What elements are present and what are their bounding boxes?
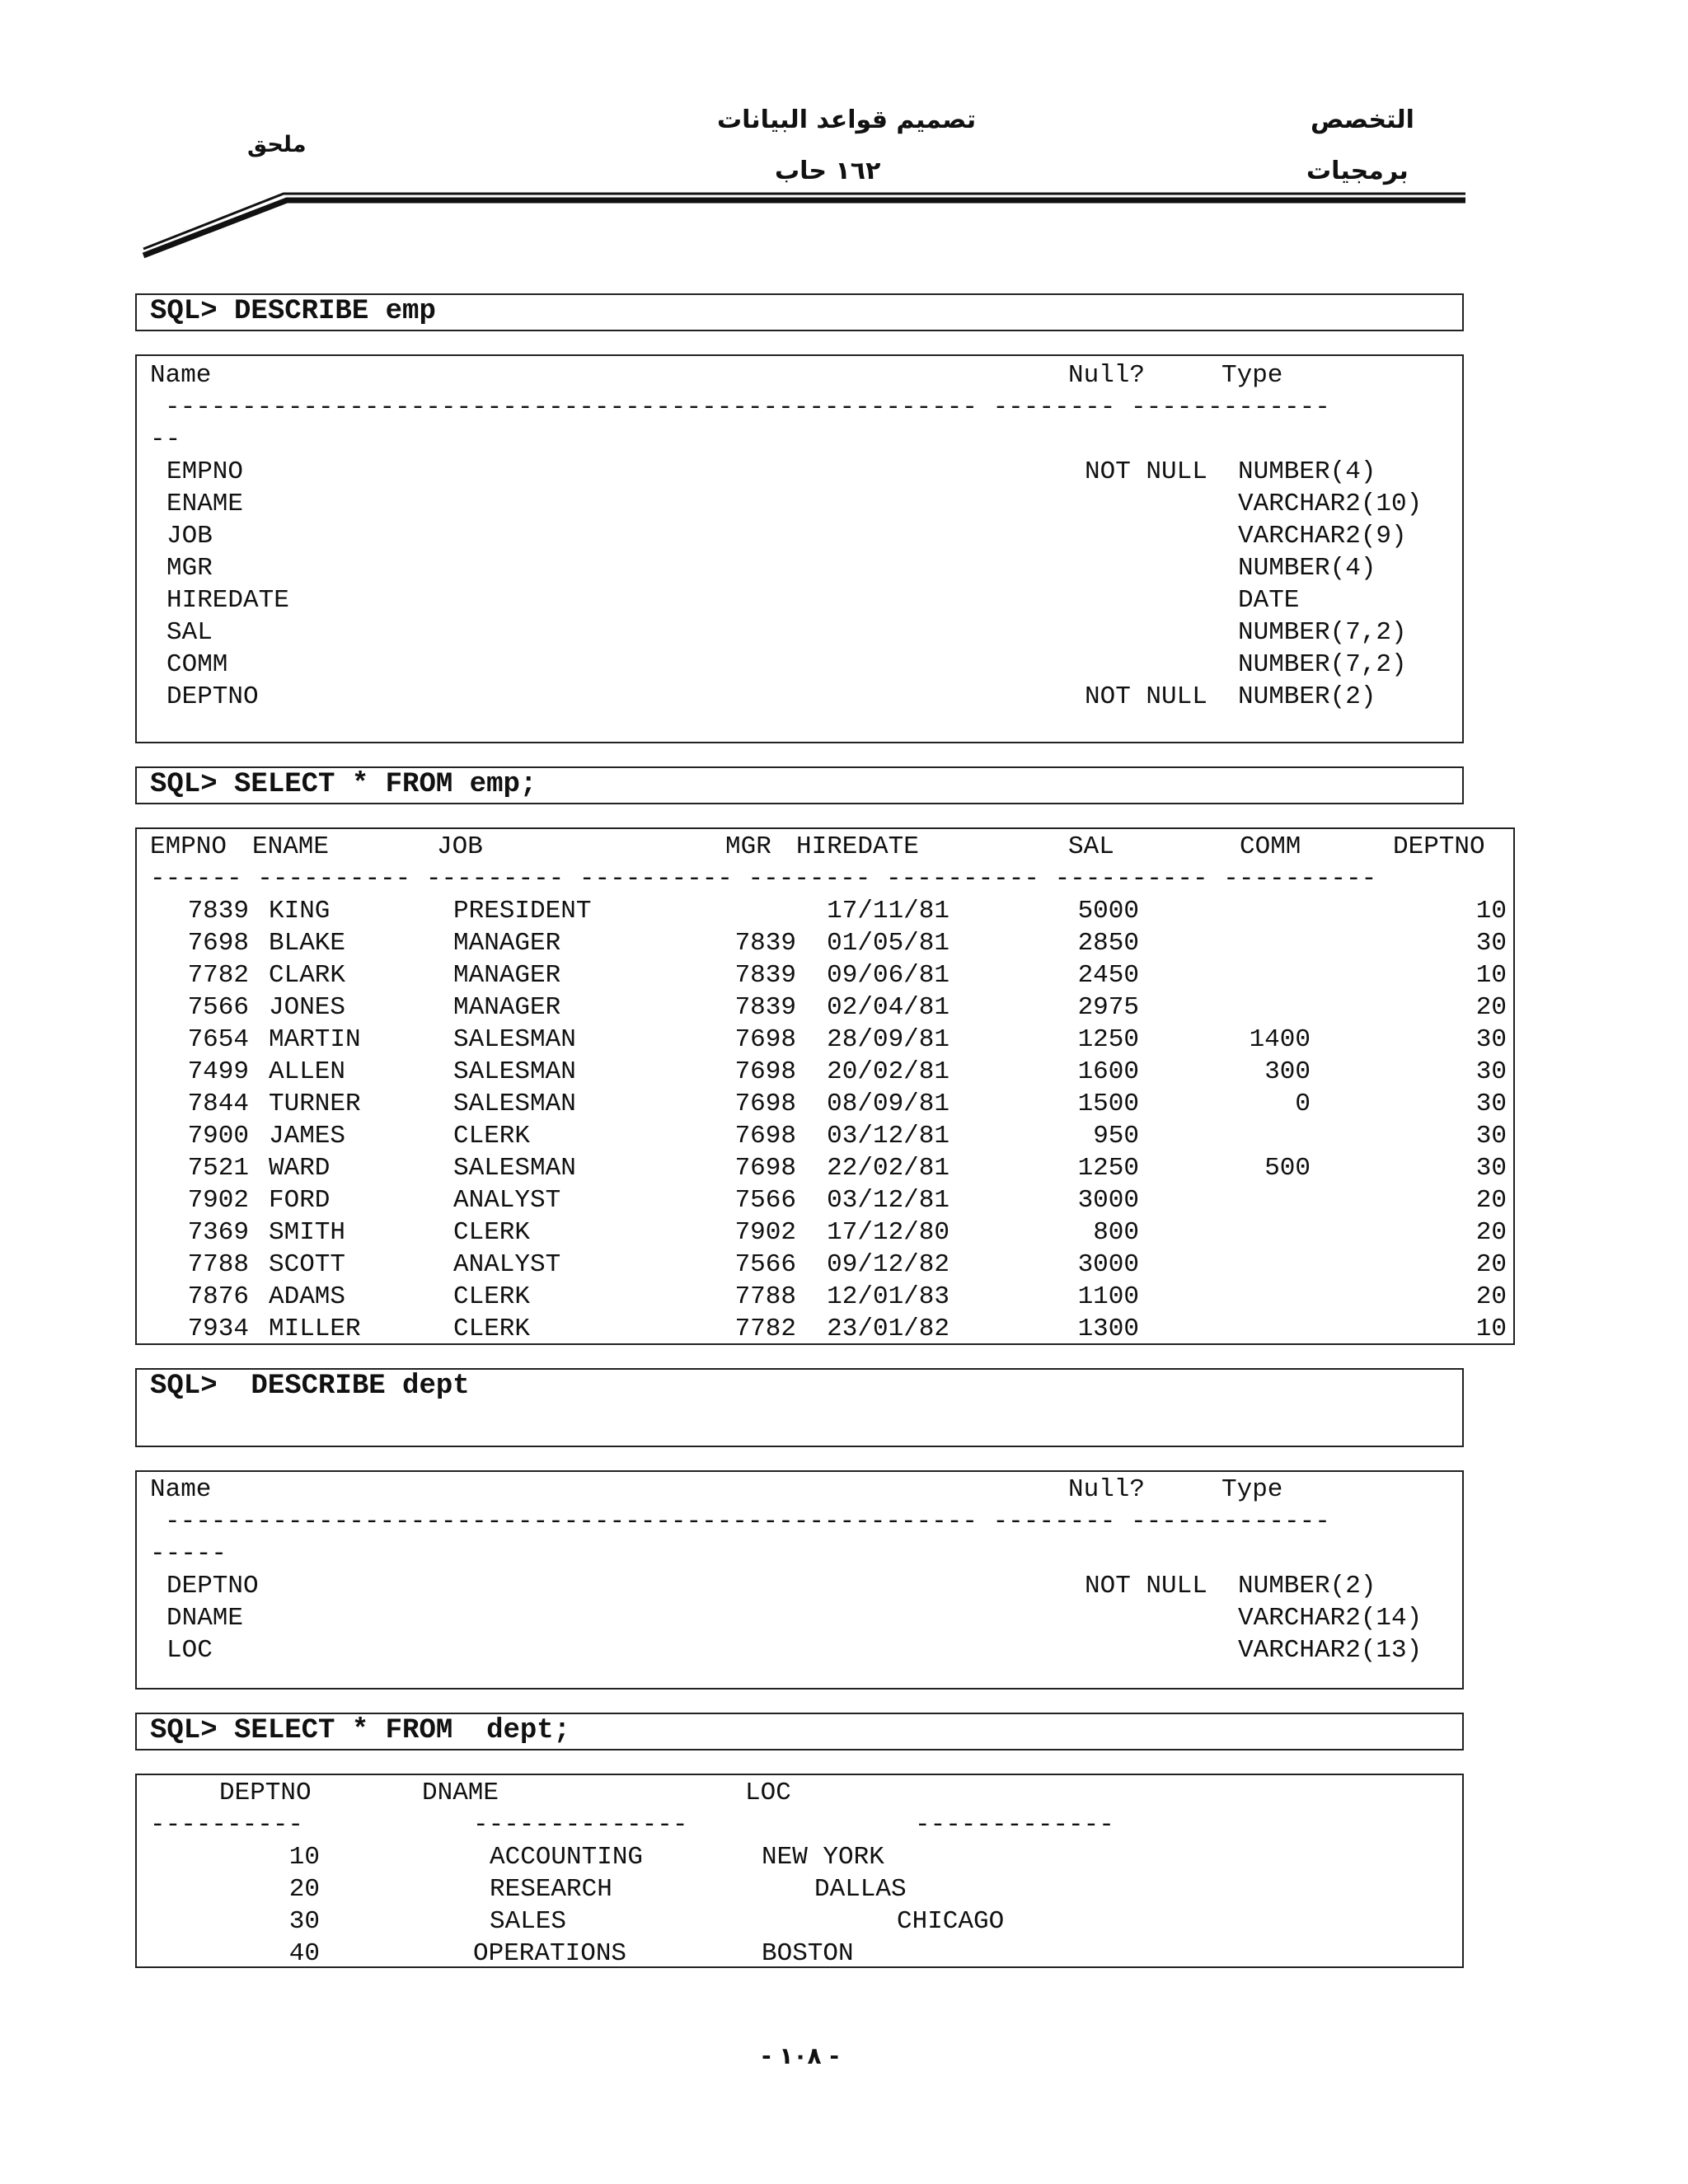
cell-job: MANAGER	[453, 993, 561, 1022]
cell-sal: 1250	[1077, 1025, 1139, 1054]
col-header-null: Null?	[1068, 1475, 1146, 1504]
col-header-mgr: MGR	[725, 832, 771, 861]
column-name: MGR	[166, 554, 213, 583]
col-header-hiredate: HIREDATE	[796, 832, 919, 861]
cell-ename: KING	[269, 897, 331, 926]
cell-mgr: 7698	[734, 1025, 796, 1054]
column-type: NUMBER(7,2)	[1238, 650, 1407, 679]
cell-sal: 1600	[1077, 1057, 1139, 1086]
cell-job: CLERK	[453, 1122, 531, 1151]
cell-ename: WARD	[269, 1154, 331, 1183]
cell-deptno: 20	[1475, 1282, 1507, 1311]
cell-sal: 2975	[1077, 993, 1139, 1022]
cell-deptno: 20	[1475, 1186, 1507, 1215]
col-header-dname: DNAME	[422, 1779, 499, 1807]
cell-deptno: 20	[1475, 1218, 1507, 1247]
separator-line: ----------------------------------------------------- -------- -------------	[165, 1507, 1330, 1536]
select-dept-command: SQL> SELECT * FROM dept;	[135, 1713, 1464, 1750]
select-emp-command: SQL> SELECT * FROM emp;	[135, 766, 1464, 804]
specialty-label: التخصص	[1311, 105, 1414, 134]
cell-hiredate: 02/04/81	[827, 993, 950, 1022]
cell-sal: 1100	[1077, 1282, 1139, 1311]
cell-deptno: 10	[1475, 1315, 1507, 1343]
cell-empno: 7900	[187, 1122, 249, 1151]
cell-job: SALESMAN	[453, 1025, 576, 1054]
column-name: EMPNO	[166, 457, 244, 486]
section-label: ملحق	[247, 132, 307, 157]
cell-empno: 7521	[187, 1154, 249, 1183]
cell-dname: RESEARCH	[490, 1875, 612, 1904]
column-type: DATE	[1238, 586, 1300, 615]
cell-sal: 2450	[1077, 961, 1139, 990]
column-name: JOB	[166, 522, 213, 551]
column-name: ENAME	[166, 490, 244, 518]
cell-mgr: 7902	[734, 1218, 796, 1247]
separator-line: ------ ---------- --------- ---------- -------- ---------- ---------- ----------	[150, 865, 1377, 893]
cell-sal: 5000	[1077, 897, 1139, 926]
cell-deptno: 30	[1475, 1025, 1507, 1054]
cell-loc: CHICAGO	[897, 1907, 1005, 1936]
cell-hiredate: 22/02/81	[827, 1154, 950, 1183]
cell-ename: ALLEN	[269, 1057, 346, 1086]
cell-deptno: 30	[1475, 1154, 1507, 1183]
cell-job: MANAGER	[453, 929, 561, 958]
cell-mgr: 7698	[734, 1154, 796, 1183]
col-header-name: Name	[150, 1475, 212, 1504]
separator-line: ----------------------------------------------------- -------- -------------	[165, 393, 1330, 422]
cell-hiredate: 12/01/83	[827, 1282, 950, 1311]
col-header-loc: LOC	[745, 1779, 791, 1807]
separator-deptno: ----------	[150, 1811, 304, 1840]
cell-empno: 7782	[187, 961, 249, 990]
course-title: تصميم قواعد البيانات	[717, 105, 977, 134]
page-number: - ١٠٨ -	[762, 2042, 840, 2069]
cell-deptno: 10	[1475, 961, 1507, 990]
cell-ename: JONES	[269, 993, 346, 1022]
cell-sal: 1500	[1077, 1090, 1139, 1118]
cell-hiredate: 20/02/81	[827, 1057, 950, 1086]
cell-sal: 950	[1093, 1122, 1139, 1151]
cell-loc: BOSTON	[762, 1939, 854, 1968]
cell-job: CLERK	[453, 1218, 531, 1247]
cell-mgr: 7839	[734, 929, 796, 958]
column-name: DNAME	[166, 1604, 244, 1633]
col-header-ename: ENAME	[252, 832, 330, 861]
cell-comm: 0	[1295, 1090, 1311, 1118]
describe-emp-command: SQL> DESCRIBE emp	[135, 293, 1464, 331]
cell-empno: 7698	[187, 929, 249, 958]
cell-ename: MARTIN	[269, 1025, 361, 1054]
cell-deptno: 20	[288, 1875, 320, 1904]
cell-job: ANALYST	[453, 1250, 561, 1279]
cell-mgr: 7839	[734, 993, 796, 1022]
cell-deptno: 20	[1475, 1250, 1507, 1279]
cell-empno: 7839	[187, 897, 249, 926]
cell-deptno: 30	[1475, 1122, 1507, 1151]
cell-dname: SALES	[490, 1907, 567, 1936]
cell-ename: JAMES	[269, 1122, 346, 1151]
header-rule	[0, 0, 1688, 272]
col-header-comm: COMM	[1240, 832, 1301, 861]
cell-sal: 2850	[1077, 929, 1139, 958]
cell-ename: SMITH	[269, 1218, 346, 1247]
cell-empno: 7876	[187, 1282, 249, 1311]
cell-deptno: 30	[1475, 929, 1507, 958]
cell-hiredate: 09/12/82	[827, 1250, 950, 1279]
cell-hiredate: 17/11/81	[827, 897, 950, 926]
dept-table-output	[135, 1774, 1464, 1968]
cell-deptno: 10	[288, 1843, 320, 1872]
cell-empno: 7844	[187, 1090, 249, 1118]
cell-sal: 1250	[1077, 1154, 1139, 1183]
cell-hiredate: 28/09/81	[827, 1025, 950, 1054]
separator-wrap: -----	[150, 1540, 227, 1568]
cell-job: SALESMAN	[453, 1090, 576, 1118]
cell-deptno: 10	[1475, 897, 1507, 926]
col-header-deptno: DEPTNO	[219, 1779, 312, 1807]
cell-empno: 7902	[187, 1186, 249, 1215]
col-header-job: JOB	[437, 832, 483, 861]
cell-dname: OPERATIONS	[473, 1939, 627, 1968]
column-type: VARCHAR2(13)	[1238, 1636, 1423, 1665]
col-header-name: Name	[150, 361, 212, 390]
cell-mgr: 7788	[734, 1282, 796, 1311]
cell-hiredate: 03/12/81	[827, 1122, 950, 1151]
cell-empno: 7788	[187, 1250, 249, 1279]
column-type: VARCHAR2(9)	[1238, 522, 1407, 551]
cell-deptno: 30	[1475, 1057, 1507, 1086]
cell-ename: FORD	[269, 1186, 331, 1215]
cell-hiredate: 09/06/81	[827, 961, 950, 990]
column-null: NOT NULL	[1085, 457, 1207, 486]
cell-job: MANAGER	[453, 961, 561, 990]
cell-mgr: 7698	[734, 1090, 796, 1118]
cell-hiredate: 08/09/81	[827, 1090, 950, 1118]
cell-ename: CLARK	[269, 961, 346, 990]
cell-empno: 7934	[187, 1315, 249, 1343]
cell-deptno: 20	[1475, 993, 1507, 1022]
col-header-deptno: DEPTNO	[1393, 832, 1485, 861]
cell-sal: 800	[1093, 1218, 1139, 1247]
cell-job: ANALYST	[453, 1186, 561, 1215]
separator-dname: --------------	[473, 1811, 688, 1840]
cell-empno: 7369	[187, 1218, 249, 1247]
cell-hiredate: 01/05/81	[827, 929, 950, 958]
column-type: NUMBER(2)	[1238, 1572, 1376, 1601]
column-name: DEPTNO	[166, 682, 259, 711]
column-name: SAL	[166, 618, 213, 647]
describe-dept-output	[135, 1470, 1464, 1690]
col-header-empno: EMPNO	[150, 832, 227, 861]
cell-deptno: 30	[288, 1907, 320, 1936]
cell-loc: NEW YORK	[762, 1843, 884, 1872]
cell-job: CLERK	[453, 1315, 531, 1343]
cell-hiredate: 03/12/81	[827, 1186, 950, 1215]
emp-table-output	[135, 827, 1515, 1345]
cell-ename: BLAKE	[269, 929, 346, 958]
cell-sal: 3000	[1077, 1186, 1139, 1215]
cell-ename: ADAMS	[269, 1282, 346, 1311]
cell-hiredate: 23/01/82	[827, 1315, 950, 1343]
cell-deptno: 30	[1475, 1090, 1507, 1118]
column-type: NUMBER(7,2)	[1238, 618, 1407, 647]
cell-dname: ACCOUNTING	[490, 1843, 644, 1872]
col-header-type: Type	[1221, 1475, 1283, 1504]
separator-wrap: --	[150, 425, 181, 454]
column-type: NUMBER(2)	[1238, 682, 1376, 711]
cell-sal: 3000	[1077, 1250, 1139, 1279]
cell-mgr: 7698	[734, 1122, 796, 1151]
cell-job: CLERK	[453, 1282, 531, 1311]
cell-ename: SCOTT	[269, 1250, 346, 1279]
col-header-type: Type	[1221, 361, 1283, 390]
column-type: NUMBER(4)	[1238, 457, 1376, 486]
separator-loc: -------------	[915, 1811, 1114, 1840]
cell-comm: 1400	[1249, 1025, 1311, 1054]
column-null: NOT NULL	[1085, 682, 1207, 711]
cell-mgr: 7839	[734, 961, 796, 990]
cell-hiredate: 17/12/80	[827, 1218, 950, 1247]
cell-mgr: 7782	[734, 1315, 796, 1343]
cell-job: PRESIDENT	[453, 897, 592, 926]
cell-ename: TURNER	[269, 1090, 361, 1118]
cell-sal: 1300	[1077, 1315, 1139, 1343]
describe-emp-output	[135, 354, 1464, 743]
column-type: VARCHAR2(14)	[1238, 1604, 1423, 1633]
column-null: NOT NULL	[1085, 1572, 1207, 1601]
course-code: ١٦٢ حاب	[775, 157, 881, 185]
cell-job: SALESMAN	[453, 1057, 576, 1086]
cell-empno: 7654	[187, 1025, 249, 1054]
cell-loc: DALLAS	[814, 1875, 907, 1904]
column-name: COMM	[166, 650, 228, 679]
cell-mgr: 7566	[734, 1186, 796, 1215]
cell-comm: 300	[1264, 1057, 1311, 1086]
cell-job: SALESMAN	[453, 1154, 576, 1183]
specialty-value: برمجيات	[1306, 157, 1409, 185]
cell-mgr: 7566	[734, 1250, 796, 1279]
cell-empno: 7499	[187, 1057, 249, 1086]
column-name: DEPTNO	[166, 1572, 259, 1601]
cell-deptno: 40	[288, 1939, 320, 1968]
describe-dept-command: SQL> DESCRIBE dept	[135, 1368, 1464, 1447]
column-type: VARCHAR2(10)	[1238, 490, 1423, 518]
cell-empno: 7566	[187, 993, 249, 1022]
cell-ename: MILLER	[269, 1315, 361, 1343]
column-type: NUMBER(4)	[1238, 554, 1376, 583]
column-name: LOC	[166, 1636, 213, 1665]
cell-comm: 500	[1264, 1154, 1311, 1183]
cell-mgr: 7698	[734, 1057, 796, 1086]
column-name: HIREDATE	[166, 586, 289, 615]
col-header-null: Null?	[1068, 361, 1146, 390]
col-header-sal: SAL	[1068, 832, 1114, 861]
